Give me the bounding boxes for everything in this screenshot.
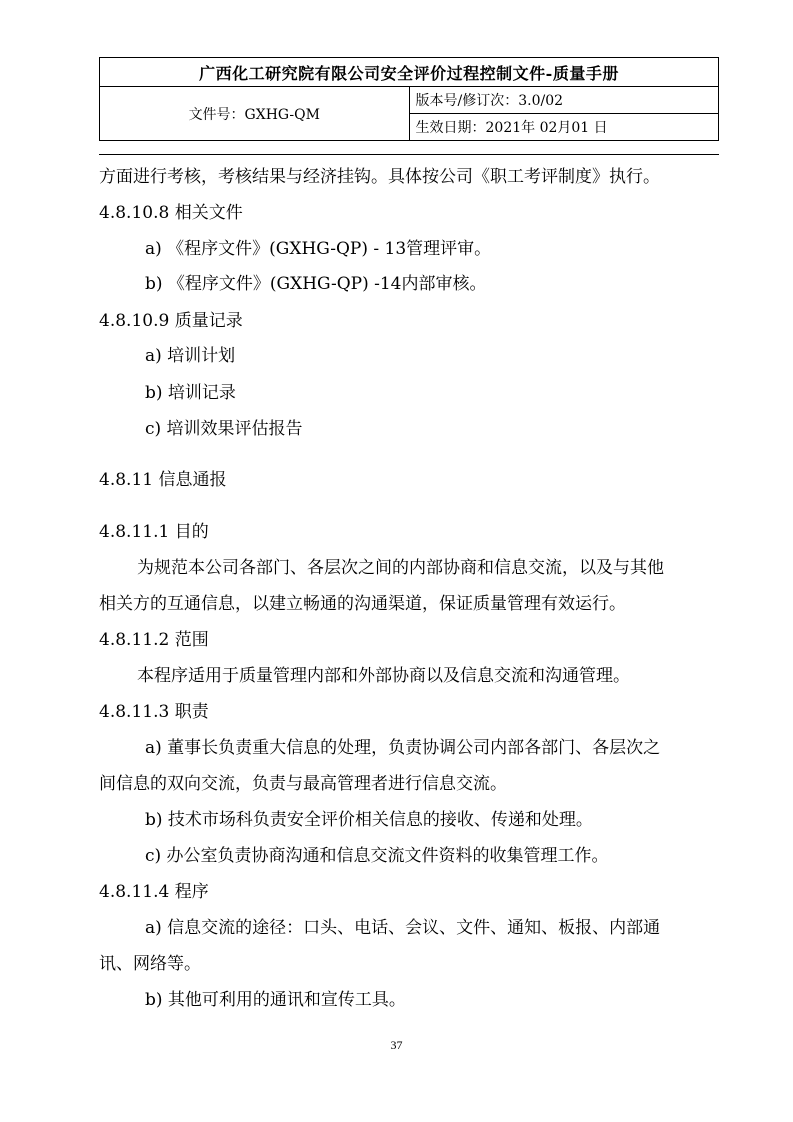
list-item: a) 培训计划 bbox=[145, 346, 236, 366]
list-item: c) 培训效果评估报告 bbox=[145, 419, 303, 439]
paragraph-line: 间信息的双向交流，负责与最高管理者进行信息交流。 bbox=[99, 774, 507, 794]
list-item: b) 培训记录 bbox=[145, 383, 236, 403]
list-item: a) 《程序文件》(GXHG-QP) - 13管理评审。 bbox=[145, 239, 492, 259]
list-item: c) 办公室负责协商沟通和信息交流文件资料的收集管理工作。 bbox=[145, 846, 609, 866]
effective-date: 生效日期：2021年 02月01 日 bbox=[409, 114, 719, 141]
document-header-table bbox=[99, 57, 719, 141]
paragraph-line: 本程序适用于质量管理内部和外部协商以及信息交流和沟通管理。 bbox=[137, 666, 630, 686]
section-heading: 4.8.11.2 范围 bbox=[99, 630, 209, 650]
list-item: b) 《程序文件》(GXHG-QP) -14内部审核。 bbox=[145, 274, 487, 294]
section-heading: 4.8.11.4 程序 bbox=[99, 882, 209, 902]
version-number: 版本号/修订次：3.0/02 bbox=[409, 87, 719, 114]
list-item: b) 其他可利用的通讯和宣传工具。 bbox=[145, 990, 406, 1010]
paragraph-line: 相关方的互通信息，以建立畅通的沟通渠道，保证质量管理有效运行。 bbox=[99, 594, 626, 614]
document-title: 广西化工研究院有限公司安全评价过程控制文件-质量手册 bbox=[100, 58, 719, 87]
section-heading: 4.8.11 信息通报 bbox=[99, 470, 227, 490]
header-divider bbox=[99, 154, 719, 155]
document-number: 文件号：GXHG-QM bbox=[100, 87, 410, 141]
list-item: b) 技术市场科负责安全评价相关信息的接收、传递和处理。 bbox=[145, 810, 593, 830]
list-item: a) 董事长负责重大信息的处理，负责协调公司内部各部门、各层次之 bbox=[145, 738, 661, 758]
page-number: 37 bbox=[390, 1038, 403, 1052]
paragraph-line: 讯、网络等。 bbox=[99, 954, 201, 974]
section-heading: 4.8.11.3 职责 bbox=[99, 702, 209, 722]
section-heading: 4.8.10.8 相关文件 bbox=[99, 203, 243, 223]
paragraph-line: 为规范本公司各部门、各层次之间的内部协商和信息交流，以及与其他 bbox=[137, 558, 664, 578]
section-heading: 4.8.10.9 质量记录 bbox=[99, 311, 243, 331]
list-item: a) 信息交流的途径：口头、电话、会议、文件、通知、板报、内部通 bbox=[145, 918, 661, 938]
section-heading: 4.8.11.1 目的 bbox=[99, 522, 209, 542]
paragraph-line: 方面进行考核，考核结果与经济挂钩。具体按公司《职工考评制度》执行。 bbox=[99, 167, 660, 187]
